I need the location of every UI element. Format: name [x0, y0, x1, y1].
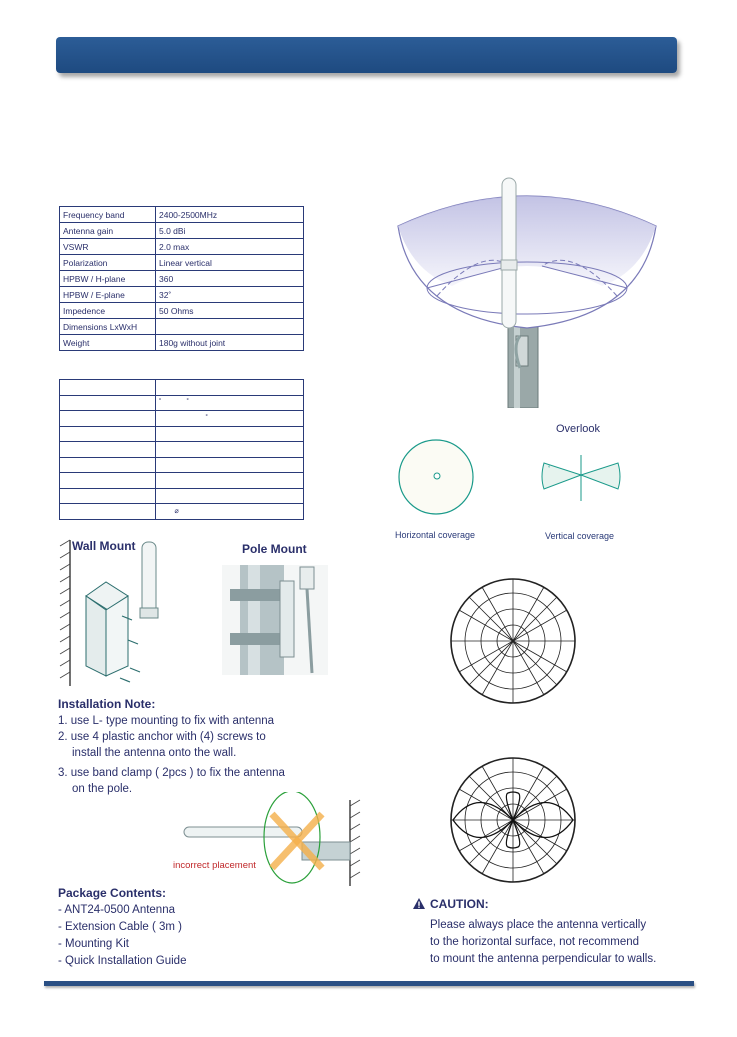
table-value: ˚ ˚ [156, 395, 304, 411]
table-row [60, 426, 304, 442]
table-label [60, 411, 156, 427]
table-label [60, 473, 156, 489]
table-row [60, 255, 304, 271]
package-item: - ANT24-0500 Antenna [58, 904, 175, 916]
horizontal-polar-plot [448, 576, 578, 706]
spec-label: Weight [60, 335, 156, 351]
installation-step-2: 2. use 4 plastic anchor with (4) screws to [58, 731, 266, 743]
spec-value: 2.0 max [156, 239, 304, 255]
caution-line-1: Please always place the antenna vertically [430, 919, 647, 931]
spec-value: 360 [156, 271, 304, 287]
package-item: - Extension Cable ( 3m ) [58, 921, 182, 933]
installation-step-1: 1. use L- type mounting to fix with antenna [58, 715, 275, 727]
table-value [156, 488, 304, 504]
spec-label: HPBW / H-plane [60, 271, 156, 287]
package-contents-title: Package Contents: [58, 886, 167, 900]
footer-bar [44, 981, 694, 986]
horizontal-coverage-label: Horizontal coverage [395, 530, 476, 540]
installation-note-title: Installation Note: [58, 697, 156, 711]
table-value [156, 473, 304, 489]
package-item: - Mounting Kit [58, 938, 129, 950]
table-value [156, 457, 304, 473]
specification-table [59, 206, 304, 351]
table-row [60, 380, 304, 396]
table-label [60, 442, 156, 458]
table-value: ⌀ [156, 504, 304, 520]
table-label [60, 457, 156, 473]
spec-label: VSWR [60, 239, 156, 255]
spec-value: 50 Ohms [156, 303, 304, 319]
caution-title: CAUTION: [430, 897, 489, 911]
spec-value: Linear vertical [156, 255, 304, 271]
overlook-label: Overlook [556, 423, 601, 435]
incorrect-placement-label: incorrect placement [173, 860, 256, 871]
table-label [60, 395, 156, 411]
table-row [60, 239, 304, 255]
spec-label: Antenna gain [60, 223, 156, 239]
wall-mount-illustration [58, 536, 188, 688]
spec-value: 5.0 dBi [156, 223, 304, 239]
wall-mount-title: Wall Mount [72, 539, 136, 553]
table-row [60, 504, 304, 520]
table-row [60, 442, 304, 458]
table-value [156, 426, 304, 442]
vertical-polar-plot [448, 755, 578, 885]
table-row [60, 473, 304, 489]
spec-value: 32˚ [156, 287, 304, 303]
table-row [60, 411, 304, 427]
spec-label: HPBW / E-plane [60, 287, 156, 303]
package-item: - Quick Installation Guide [58, 955, 187, 967]
antenna-coverage-illustration [392, 176, 662, 408]
warning-icon [412, 897, 426, 910]
vertical-coverage-diagram [538, 455, 624, 503]
caution-line-3: to mount the antenna perpendicular to walls. [430, 953, 657, 965]
table-row [60, 223, 304, 239]
table-row [60, 287, 304, 303]
table-label [60, 504, 156, 520]
installation-step-2-cont: install the antenna onto the wall. [72, 747, 237, 759]
table-value: ˚ [156, 411, 304, 427]
table-row [60, 335, 304, 351]
installation-step-3-cont: on the pole. [72, 783, 133, 795]
table-value [156, 380, 304, 396]
spec-value: 2400-2500MHz [156, 207, 304, 223]
incorrect-placement-illustration [182, 792, 382, 892]
spec-label: Dimensions LxWxH [60, 319, 156, 335]
vertical-coverage-label: Vertical coverage [545, 531, 615, 541]
table-row [60, 207, 304, 223]
table-label [60, 488, 156, 504]
mechanical-table [59, 379, 304, 520]
pole-mount-title: Pole Mount [242, 542, 307, 556]
caution-line-2: to the horizontal surface, not recommend [430, 936, 640, 948]
table-row [60, 319, 304, 335]
table-row [60, 303, 304, 319]
svg-text:°: ° [548, 466, 551, 472]
table-label [60, 380, 156, 396]
spec-value [156, 319, 304, 335]
table-row [60, 271, 304, 287]
spec-value: 180g without joint [156, 335, 304, 351]
header-bar [56, 37, 677, 73]
table-value [156, 442, 304, 458]
table-label [60, 426, 156, 442]
horizontal-coverage-diagram [396, 437, 476, 523]
spec-label: Polarization [60, 255, 156, 271]
table-row [60, 457, 304, 473]
table-row [60, 395, 304, 411]
table-row [60, 488, 304, 504]
spec-label: Impedence [60, 303, 156, 319]
installation-step-3: 3. use band clamp ( 2pcs ) to fix the antenna [58, 767, 285, 779]
pole-mount-illustration [222, 565, 328, 675]
spec-label: Frequency band [60, 207, 156, 223]
